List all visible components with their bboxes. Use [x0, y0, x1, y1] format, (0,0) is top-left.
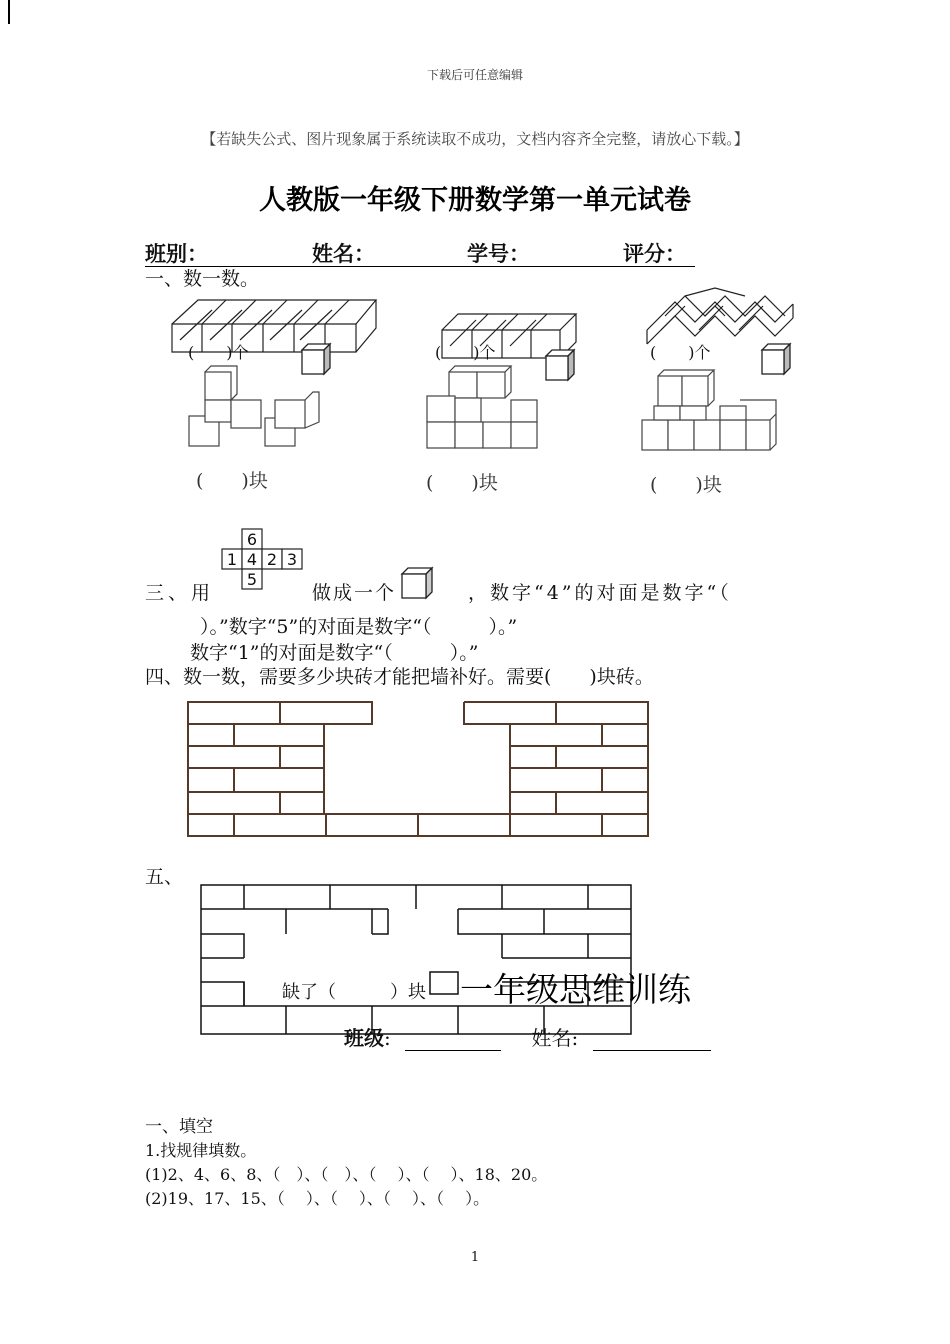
student-info-row: [145, 238, 695, 267]
thinking-training-title: 一年级思维训练: [460, 970, 691, 1009]
left-margin-mark: [8, 0, 10, 24]
section2-name-colon: :: [571, 1026, 579, 1050]
name-label: 姓名：: [312, 241, 375, 266]
brick-wall-2: [200, 884, 634, 1036]
header-note: 下载后可任意编辑: [426, 68, 523, 82]
net-number-2: 4: [246, 550, 258, 569]
q3-line2: ）。”数字“5”的对面是数字“（ ）。”: [200, 616, 518, 638]
q5-heading: 五、: [145, 866, 184, 888]
score-label: 评分：: [623, 241, 686, 266]
page-title: 人教版一年级下册数学第一单元试卷: [259, 185, 691, 216]
net-number-4: 3: [286, 550, 298, 569]
block-shape-3: [640, 370, 780, 452]
section2-info-row: [344, 1022, 711, 1051]
q1-heading: 一、数一数。: [145, 268, 260, 290]
q3-line1-c: ，数字“4”的对面是数字“（: [468, 582, 732, 604]
class-label: 班别：: [145, 241, 208, 266]
q5-missing-text: 缺了（ ）块: [282, 982, 426, 1003]
class-blank-line: [405, 1030, 501, 1051]
section2-class-colon: :: [384, 1026, 391, 1050]
net-number-1: 1: [226, 550, 238, 569]
q3-line3: 数字“1”的对面是数字“（ ）。”: [190, 642, 479, 664]
fill-line2: (2)19、17、15、（ ）、（ ）、（ ）、（ ）。: [145, 1189, 490, 1208]
net-number-3: 2: [266, 550, 278, 569]
fill-item1: 1.找规律填数。: [145, 1141, 257, 1160]
net-number-bottom: 5: [246, 570, 258, 589]
q4-text: 四、数一数，需要多少块砖才能把墙补好。需要( )块砖。: [145, 666, 654, 688]
student-number-label: 学号：: [467, 241, 530, 266]
fill-heading: 一、填空: [145, 1117, 213, 1137]
page-number: 1: [470, 1250, 480, 1265]
section2-name-label: 姓名: [531, 1026, 572, 1050]
q1-blocks-2: ( )块: [426, 472, 498, 494]
cube-net-figure: [220, 527, 312, 593]
section2-class-label: 班级: [344, 1026, 384, 1050]
brick-wall-1: [186, 700, 652, 838]
fill-line1: (1)2、4、6、8、（ ）、（ ）、（ ）、（ ）、18、20。: [145, 1165, 548, 1184]
q1-cube-row-1: [170, 296, 380, 376]
block-shape-2: [425, 366, 545, 450]
block-shape-1: [185, 366, 325, 450]
q3-line1-b: 做成一个: [312, 582, 397, 604]
q1-count-2: ( )个: [435, 343, 496, 362]
q1-blocks-3: ( )块: [650, 474, 722, 496]
q1-count-3: ( )个: [650, 343, 711, 362]
name-blank-line: [593, 1030, 711, 1051]
net-number-top: 6: [246, 530, 258, 549]
q1-blocks-1: ( )块: [196, 470, 268, 492]
q1-count-1: ( )个: [188, 343, 249, 362]
single-cube-2: [544, 348, 576, 382]
download-notice: 【若缺失公式、图片现象属于系统读取不成功，文档内容齐全完整，请放心下载。】: [201, 130, 749, 148]
cube-icon: [400, 566, 434, 600]
q3-line1-a: 三、用: [145, 582, 215, 604]
